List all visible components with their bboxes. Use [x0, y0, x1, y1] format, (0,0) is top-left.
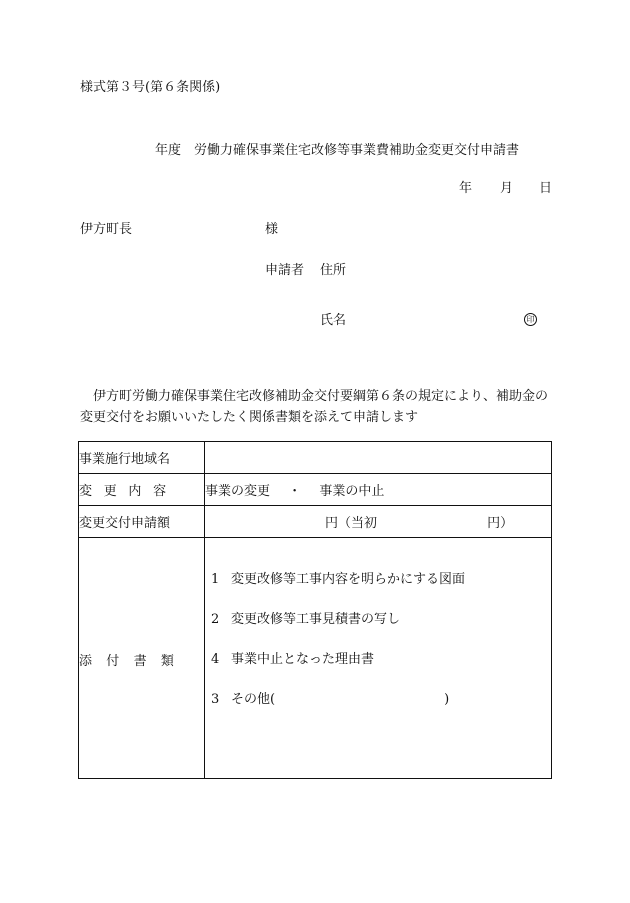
amount-cell	[205, 506, 552, 538]
amount-label: 変更交付申請額	[79, 506, 205, 538]
amount-yen-label: 円（当初	[325, 516, 378, 531]
date-month-label: 月	[500, 181, 514, 196]
list-item: 2 変更改修等工事見積書の写し	[211, 612, 401, 627]
date-year-label: 年	[459, 181, 473, 196]
application-statement: 伊方町労働力確保事業住宅改修補助金交付要綱第６条の規定により、補助金の変更交付をお願いいたしたく関係書類を添えて申請します	[80, 389, 549, 425]
name-label: 氏名	[320, 313, 347, 328]
document-title: 年度 労働力確保事業住宅改修等事業費補助金変更交付申請書	[155, 143, 520, 158]
list-item: 4 事業中止となった理由書	[211, 652, 375, 667]
table-row	[79, 474, 552, 506]
change-option-modify: 事業の変更	[205, 484, 271, 499]
change-options-cell	[205, 474, 552, 506]
amount-original-yen-label: 円）	[487, 516, 514, 531]
address-label: 住所	[320, 263, 347, 278]
table-row	[79, 442, 552, 474]
applicant-label: 申請者	[265, 263, 305, 278]
site-value-cell	[205, 442, 552, 474]
change-option-cancel: 事業の中止	[319, 484, 385, 499]
application-table	[78, 441, 552, 779]
list-item: 3 その他( )	[211, 692, 450, 707]
attachments-label: 添付書類	[79, 539, 205, 780]
list-item: 1 変更改修等工事内容を明らかにする図面	[211, 572, 466, 587]
table-row	[79, 538, 552, 779]
form-number: 様式第３号(第６条関係)	[80, 80, 221, 95]
attachments-list	[205, 572, 551, 738]
seal-mark: 印	[524, 313, 537, 326]
attachments-cell	[205, 538, 552, 779]
site-label: 事業施行地域名	[79, 442, 205, 474]
date-day-label: 日	[539, 181, 553, 196]
addressee-honorific: 様	[265, 222, 279, 237]
addressee-mayor: 伊方町長	[80, 222, 133, 237]
change-label: 変更内容	[79, 474, 205, 506]
change-separator: ・	[288, 484, 302, 499]
table-row	[79, 506, 552, 538]
